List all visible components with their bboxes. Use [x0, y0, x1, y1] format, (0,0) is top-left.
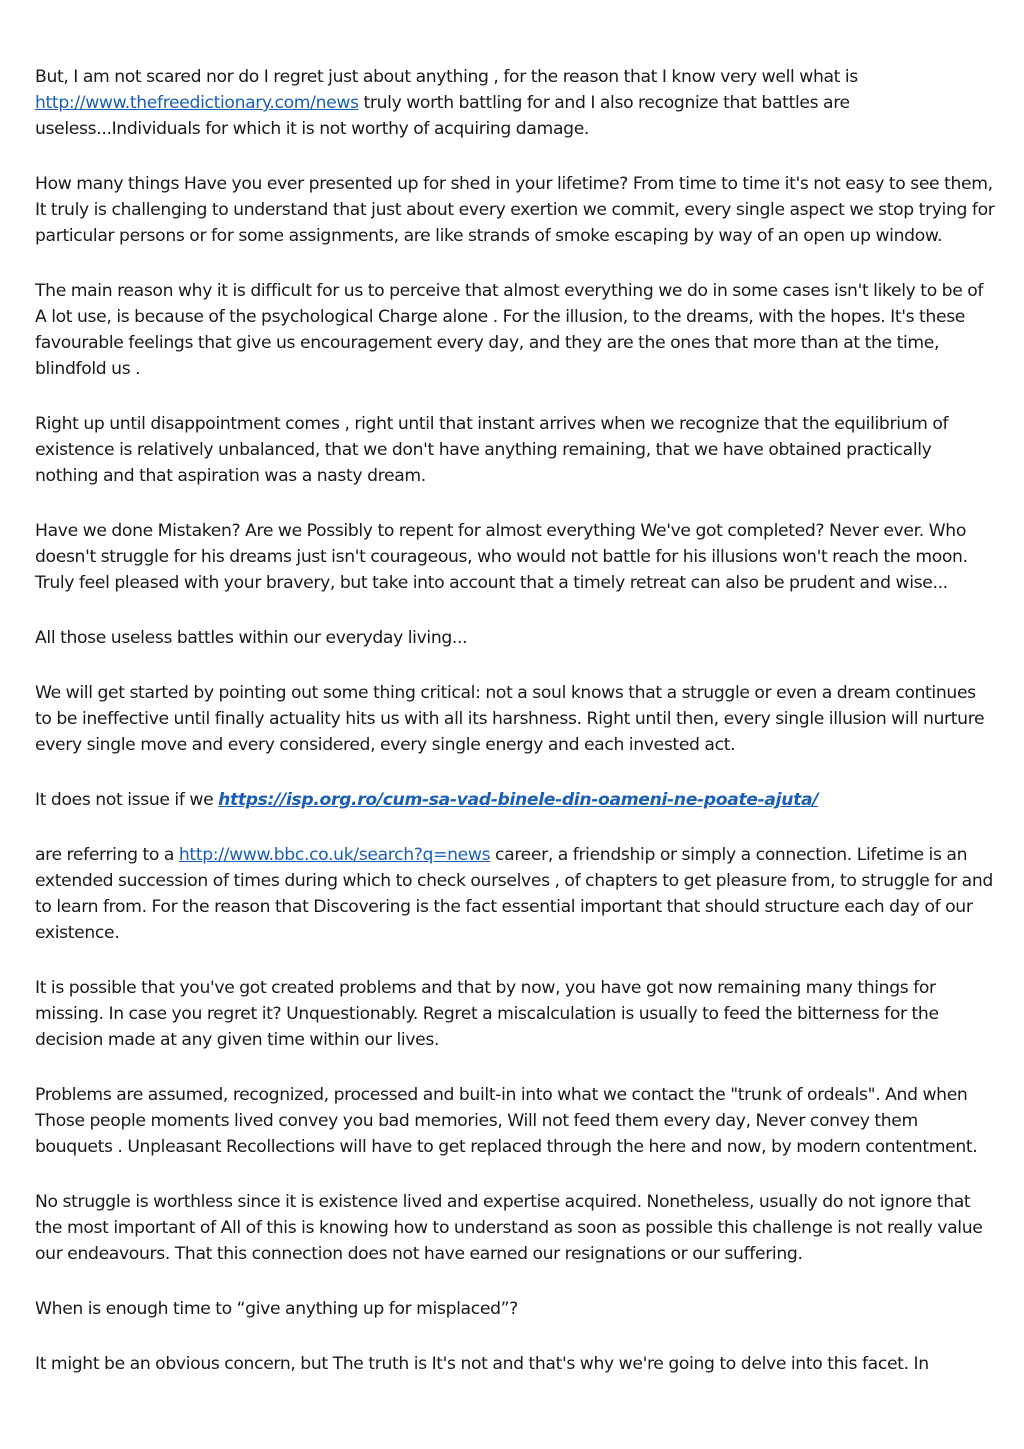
- paragraph-9-text-after: career, a friendship or simply a connection. Lifetime is an extended succession of times during which to check ourselves , of chapters to get pleasure from, to struggle for and to learn from. For the reason that Discovering is the fact essential important that should structure each day of our existence.: [35, 845, 993, 943]
- paragraph-1: [35, 64, 995, 142]
- paragraph-10: It is possible that you've got created problems and that by now, you have got now remaining many things for missing. In case you regret it? Unquestionably. Regret a miscalculation is usually to feed the bitterness for the decision made at any given time within our lives.: [35, 978, 939, 1050]
- paragraph-9: [35, 842, 995, 946]
- paragraph-3: The main reason why it is difficult for us to perceive that almost everything we do in some cases isn't likely to be of A lot use, is because of the psychological Charge alone . For the illusion, to the dreams, with the hopes. It's these favourable feelings that give us encouragement every day, and they are the ones that more than at the time, blindfold us .: [35, 281, 984, 379]
- link-bbc-search[interactable]: http://www.bbc.co.uk/search?q=news: [178, 845, 491, 865]
- paragraph-2: How many things Have you ever presented up for shed in your lifetime? From time to time it's not easy to see them, It truly is challenging to understand that just about every exertion we commit, every single aspect we stop trying for particular persons or for some assignments, are like strands of smoke escaping by way of an open up window.: [35, 174, 995, 246]
- paragraph-1-text-before: But, I am not scared nor do I regret just about anything , for the reason that I know very well what is: [35, 67, 858, 87]
- paragraph-7: We will get started by pointing out some thing critical: not a soul knows that a struggle or even a dream continues to be ineffective until finally actuality hits us with all its harshness. Right until then, every single illusion will nurture every single move and every considered, every single energy and each invested act.: [35, 683, 985, 755]
- link-isp-org[interactable]: https://isp.org.ro/cum-sa-vad-binele-din-oameni-ne-poate-ajuta/: [218, 790, 819, 810]
- paragraph-6: All those useless battles within our everyday living...: [35, 628, 468, 648]
- paragraph-12: No struggle is worthless since it is existence lived and expertise acquired. Nonetheless, usually do not ignore that the most important of All of this is knowing how to understand as soon as possible this challenge is not really value our endeavours. That this connection does not have earned our resignations or our suffering.: [35, 1192, 983, 1264]
- paragraph-14: It might be an obvious concern, but The truth is It's not and that's why we're going to delve into this facet. In: [35, 1354, 929, 1374]
- paragraph-11: Problems are assumed, recognized, processed and built-in into what we contact the "trunk of ordeals". And when Those people moments lived convey you bad memories, Will not feed them every day, Never convey them bouquets . Unpleasant Recollections will have to get replaced through the here and now, by modern contentment.: [35, 1085, 978, 1157]
- paragraph-1-text-after: truly worth battling for and I also recognize that battles are useless...Individuals for which it is not worthy of acquiring damage.: [35, 93, 850, 139]
- paragraph-9-text-before: are referring to a: [35, 845, 179, 865]
- paragraph-8: [35, 787, 995, 813]
- paragraph-5: Have we done Mistaken? Are we Possibly to repent for almost everything We've got completed? Never ever. Who doesn't struggle for his dreams just isn't courageous, who would not battle for his illusions won't reach the moon. Truly feel pleased with your bravery, but take into account that a timely retreat can also be prudent and wise...: [35, 521, 968, 593]
- paragraph-4: Right up until disappointment comes , right until that instant arrives when we recognize that the equilibrium of existence is relatively unbalanced, that we don't have anything remaining, that we have obtained practically nothing and that aspiration was a nasty dream.: [35, 414, 949, 486]
- link-thefreedictionary[interactable]: http://www.thefreedictionary.com/news: [35, 93, 359, 113]
- document-body: [35, 64, 995, 1406]
- paragraph-8-text-before: It does not issue if we: [35, 790, 219, 810]
- paragraph-13: When is enough time to “give anything up for misplaced”?: [35, 1299, 518, 1319]
